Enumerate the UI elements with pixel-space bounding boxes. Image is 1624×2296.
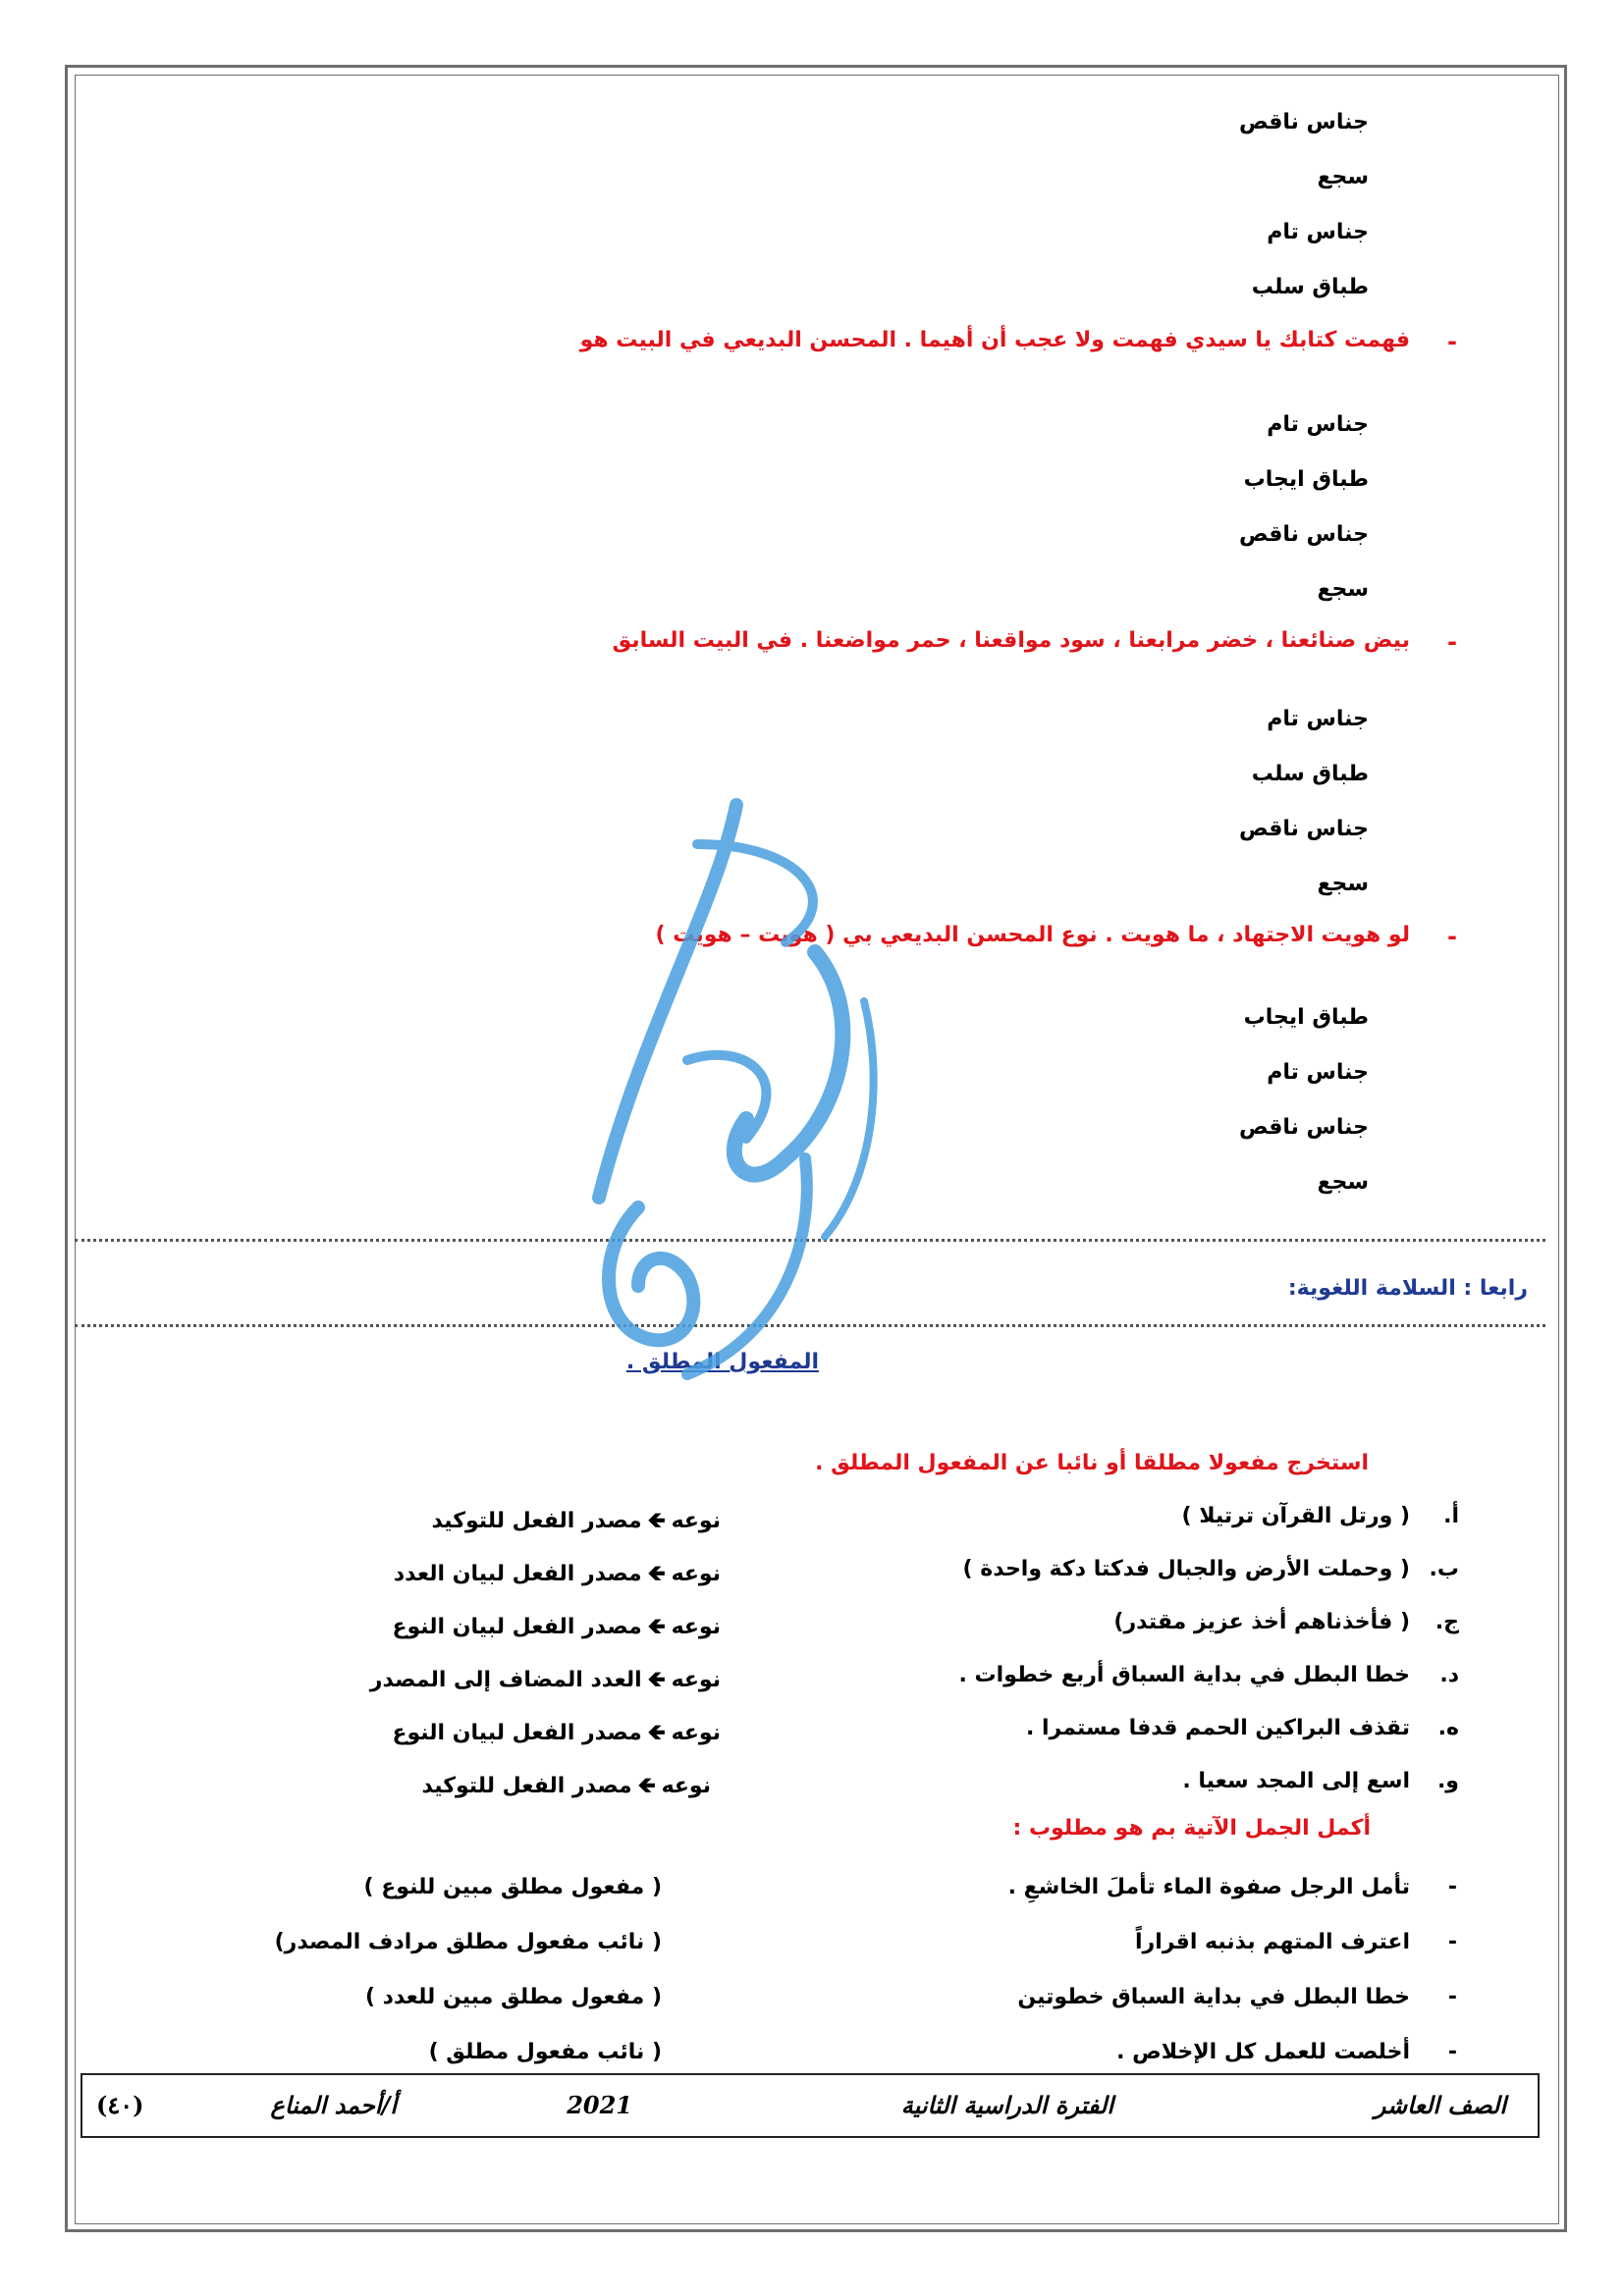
type-label: نوعه <box>671 1509 721 1533</box>
footer-author: أ/أحمد المناع <box>270 2091 397 2119</box>
arrow-left-icon: 🡸 <box>637 1774 656 1798</box>
complete-instruction: أكمل الجمل الآتية بم هو مطلوب : <box>1012 1816 1371 1841</box>
row-sentence: تقذف البراكين الحمم قدفا مستمرا . <box>1026 1716 1410 1740</box>
row-sentence: تأمل الرجل صفوة الماء تأملَ الخاشعِ . <box>1007 1875 1410 1899</box>
row-hint: ( مفعول مطلق مبين للنوع ) <box>363 1875 662 1899</box>
row-sentence: اعترف المتهم بذنبه اقراراً <box>1134 1930 1410 1954</box>
type-label: نوعه <box>671 1668 721 1692</box>
option: جناس ناقص <box>1238 110 1369 134</box>
option: طباق سلب <box>1251 275 1369 299</box>
option: جناس تام <box>1267 220 1369 244</box>
bullet: - <box>1447 923 1457 950</box>
option: جناس تام <box>1267 707 1369 731</box>
bullet: - <box>1447 1985 1457 2009</box>
option: طباق ايجاب <box>1243 1005 1369 1030</box>
row-letter: ه. <box>1437 1716 1459 1740</box>
row-type <box>370 1663 721 1700</box>
type-label: نوعه <box>661 1774 711 1798</box>
row-type <box>394 1557 721 1594</box>
option: طباق ايجاب <box>1243 467 1369 492</box>
row-type <box>392 1610 721 1647</box>
type-label: نوعه <box>671 1562 721 1586</box>
extract-row <box>0 1557 1624 1596</box>
extract-row <box>0 1769 1624 1808</box>
arrow-left-icon: 🡸 <box>647 1615 666 1639</box>
row-letter: ج. <box>1435 1610 1459 1634</box>
row-type <box>432 1504 722 1541</box>
question-text: فهمت كتابك يا سيدي فهمت ولا عجب أن أهيما . المحسن البديعي في البيت هو <box>579 328 1410 352</box>
question-text: بيض صنائعنا ، خضر مرابعنا ، سود مواقعنا ، حمر مواضعنا . في البيت السابق <box>612 628 1410 653</box>
type-value: مصدر الفعل للتوكيد <box>431 1509 642 1533</box>
bullet: - <box>1447 1875 1457 1899</box>
option: جناس تام <box>1267 412 1369 437</box>
row-sentence: خطا البطل في بداية السباق خطوتين <box>1017 1985 1410 2009</box>
bullet: - <box>1447 2040 1457 2064</box>
option: جناس ناقص <box>1238 1115 1369 1140</box>
row-letter: أ. <box>1443 1504 1459 1528</box>
arrow-left-icon: 🡸 <box>647 1668 666 1692</box>
type-value: مصدر الفعل لبيان النوع <box>392 1615 642 1639</box>
footer-year: 2021 <box>567 2091 632 2119</box>
row-sentence: أخلصت للعمل كل الإخلاص . <box>1116 2040 1410 2064</box>
type-value: مصدر الفعل لبيان النوع <box>392 1721 642 1745</box>
footer-page-number: (٤٠) <box>96 2091 144 2119</box>
extract-row <box>0 1716 1624 1755</box>
row-sentence: اسع إلى المجد سعيا . <box>1182 1769 1410 1793</box>
arrow-left-icon: 🡸 <box>647 1562 666 1586</box>
row-type <box>422 1769 712 1806</box>
extract-row <box>0 1663 1624 1702</box>
option: طباق سلب <box>1251 762 1369 786</box>
option: سجع <box>1317 165 1369 189</box>
option: سجع <box>1317 872 1369 896</box>
section-title: رابعا : السلامة اللغوية: <box>1287 1276 1528 1301</box>
row-hint: ( نائب مفعول مطلق مرادف المصدر) <box>274 1930 662 1954</box>
type-value: مصدر الفعل لبيان العدد <box>393 1562 642 1586</box>
complete-row <box>0 1930 1624 1969</box>
extract-row <box>0 1610 1624 1649</box>
option: سجع <box>1317 577 1369 602</box>
type-label: نوعه <box>671 1615 721 1639</box>
row-sentence: ( فأخذناهم أخذ عزيز مقتدر) <box>1113 1610 1410 1634</box>
complete-row <box>0 1875 1624 1914</box>
footer-grade: الصف العاشر <box>1374 2091 1506 2119</box>
row-letter: ب. <box>1429 1557 1459 1581</box>
row-letter: د. <box>1439 1663 1459 1687</box>
arrow-left-icon: 🡸 <box>647 1721 666 1745</box>
extract-instruction: استخرج مفعولا مطلقا أو نائبا عن المفعول المطلق . <box>815 1451 1369 1475</box>
type-label: نوعه <box>671 1721 721 1745</box>
row-hint: ( نائب مفعول مطلق ) <box>428 2040 662 2064</box>
bullet: - <box>1447 328 1457 355</box>
complete-row <box>0 1985 1624 2024</box>
bullet: - <box>1447 1930 1457 1954</box>
row-sentence: ( وحملت الأرض والجبال فدكتا دكة واحدة ) <box>962 1557 1410 1581</box>
type-value: العدد المضاف إلى المصدر <box>369 1668 642 1692</box>
footer-term: الفترة الدراسية الثانية <box>900 2091 1113 2119</box>
row-hint: ( مفعول مطلق مبين للعدد ) <box>364 1985 662 2009</box>
subsection-title: المفعول المطلق . <box>625 1350 819 1374</box>
option: جناس ناقص <box>1238 522 1369 547</box>
option: سجع <box>1317 1170 1369 1195</box>
bullet: - <box>1447 628 1457 656</box>
option: جناس ناقص <box>1238 817 1369 841</box>
row-sentence: خطا البطل في بداية السباق أربع خطوات . <box>958 1663 1410 1687</box>
arrow-left-icon: 🡸 <box>647 1509 666 1533</box>
extract-row <box>0 1504 1624 1543</box>
type-value: مصدر الفعل للتوكيد <box>421 1774 632 1798</box>
row-type <box>392 1716 721 1753</box>
row-sentence: ( ورتل القرآن ترتيلا ) <box>1181 1504 1410 1528</box>
question-text: لو هويت الاجتهاد ، ما هويت . نوع المحسن البديعي بي ( هويت – هويت ) <box>655 923 1410 947</box>
row-letter: و. <box>1436 1769 1459 1793</box>
option: جناس تام <box>1267 1060 1369 1085</box>
